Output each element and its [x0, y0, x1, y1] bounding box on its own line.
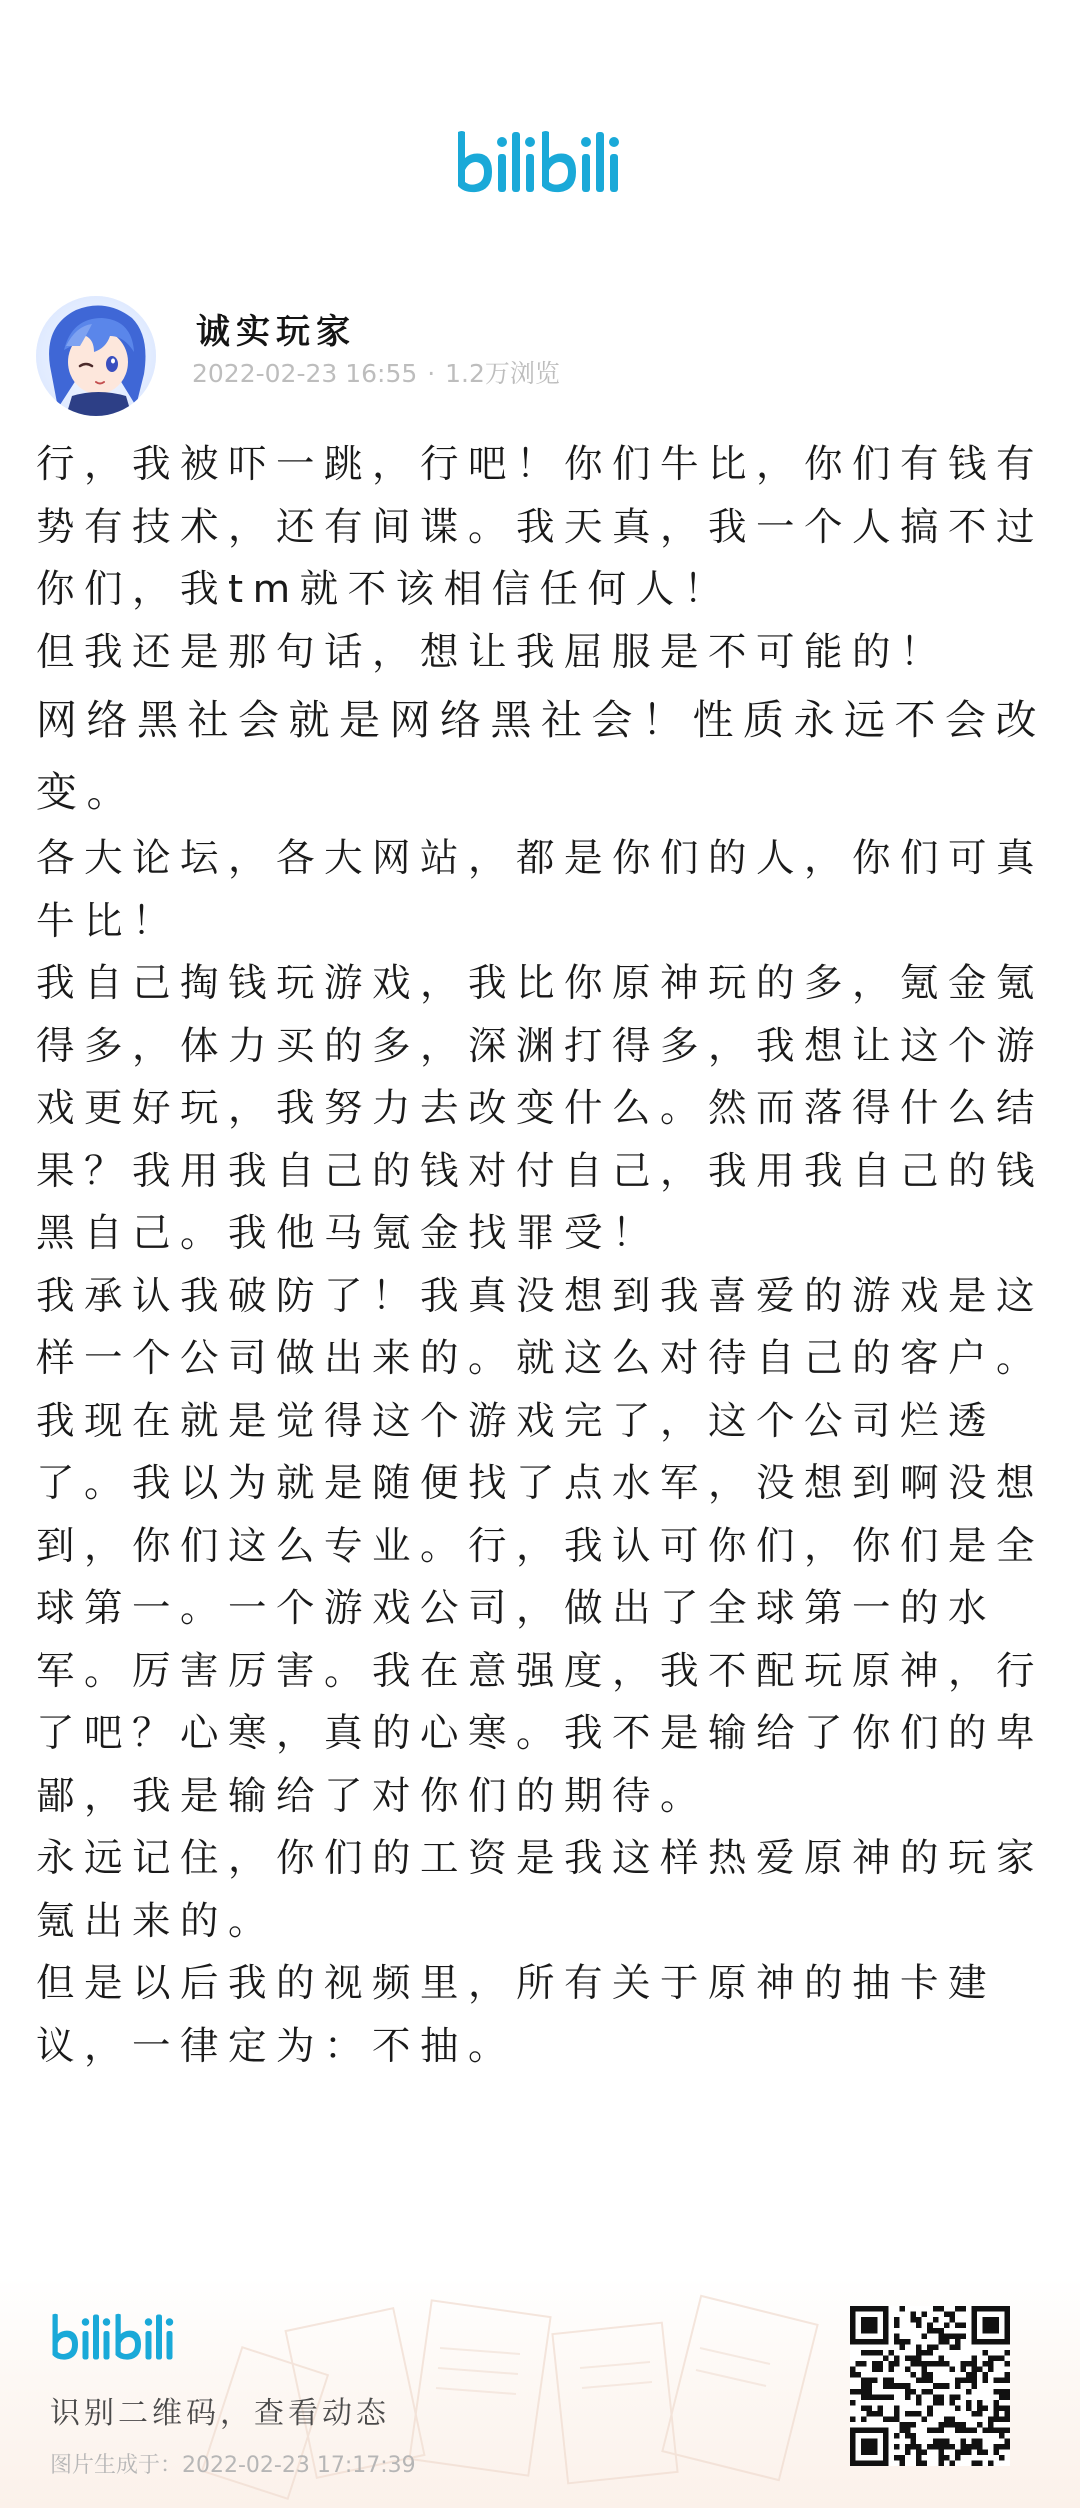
post-paragraph: 网络黑社会就是网络黑社会！性质永远不会改变。	[36, 696, 1046, 816]
post-paragraph: 行，我被吓一跳，行吧！你们牛比，你们有钱有势有技术，还有间谍。我天真，我一个人搞不过你们，我tm就不该相信任何人！	[36, 442, 1045, 612]
post-paragraph: 我现在就是觉得这个游戏完了，这个公司烂透了。我以为就是随便找了点水军，没想到啊没想到，你们这么专业。行，我认可你们，你们是全球第一。一个游戏公司，做出了全球第一的水军。厉害厉害。我在意强度，我不配玩原神，行了吧？心寒，真的心寒。我不是输给了你们的卑鄙，我是输给了对你们的期待。	[36, 1398, 1045, 1819]
post-header	[36, 296, 1036, 420]
scan-hint: 识别二维码，查看动态	[50, 2396, 390, 2431]
avatar[interactable]	[36, 296, 156, 416]
footer-bilibili-logo	[48, 2310, 180, 2370]
post-timestamp: 2022-02-23 16:55	[192, 359, 418, 388]
post-paragraph: 各大论坛，各大网站，都是你们的人，你们可真牛比！	[36, 836, 1045, 944]
view-count: 1.2万浏览	[445, 359, 560, 388]
post-paragraph: 我自己掏钱玩游戏，我比你原神玩的多，氪金氪得多，体力买的多，深渊打得多，我想让这个游戏更好玩，我努力去改变什么。然而落得什么结果？我用我自己的钱对付自己，我用我自己的钱黑自己。我他马氪金找罪受！	[36, 961, 1045, 1256]
post-paragraph: 我承认我破防了！我真没想到我喜爱的游戏是这样一个公司做出来的。就这么对待自己的客户。	[36, 1273, 1045, 1381]
post-paragraph: 永远记住，你们的工资是我这样热爱原神的玩家氪出来的。	[36, 1836, 1045, 1944]
meta-separator: ·	[427, 359, 436, 388]
share-footer	[0, 2278, 1080, 2508]
generated-timestamp: 图片生成于：2022-02-23 17:17:39	[50, 2453, 416, 2478]
bilibili-logo	[452, 126, 628, 206]
post-paragraph: 但我还是那句话，想让我屈服是不可能的！	[36, 629, 949, 675]
post-meta	[192, 354, 560, 390]
qr-code[interactable]	[850, 2306, 1010, 2466]
post-body	[36, 434, 1046, 2078]
author-name[interactable]: 诚实玩家	[196, 312, 356, 352]
post-paragraph: 但是以后我的视频里，所有关于原神的抽卡建议，一律定为：不抽。	[36, 1961, 997, 2069]
